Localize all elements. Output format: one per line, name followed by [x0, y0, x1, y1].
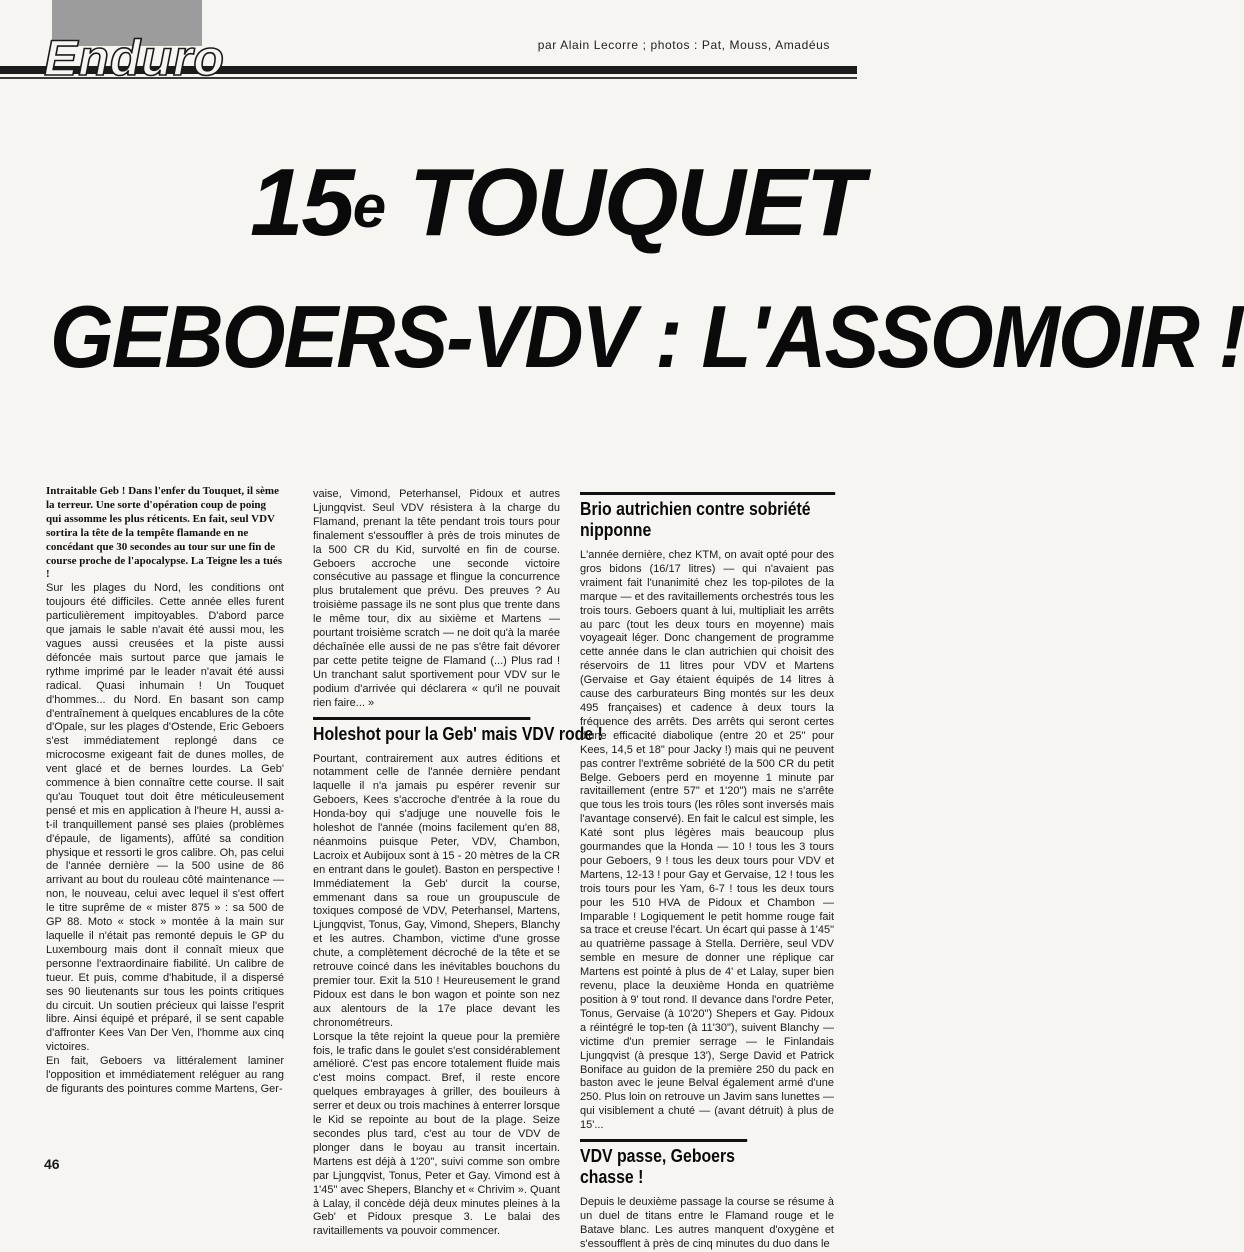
- headline-ordinal: e: [352, 173, 385, 240]
- body-paragraph: vaise, Vimond, Peterhansel, Pidoux et autres Ljungqvist. Seul VDV résistera à la charge du Flamand, prenant la tête pendant trois tours pour finalement s'essouffler à près de trois minutes de la 500 CR du Kid, survolté en fin de course. Geboers accroche une seconde victoire consécutive au passage et flingue la concurrence plus brutalement que prévu. Des preuves ? Au troisième passage ils ne sont plus que trente dans le même tour, dix au sixième et Martens — pourtant troisième scratch — ne doit qu'à la marée déchaînée elle aussi de ne pas s'être fait dévorer par cette petite teigne de Flamand (...) Plus rad ! Un tranchant salut sportivement pour VDV sur le podium d'arrivée qui déclarera « qu'il ne pouvait rien faire... »: [313, 488, 560, 709]
- subhead-vdv-passe: VDV passe, Geboers chasse !: [580, 1139, 747, 1188]
- subhead-holeshot: Holeshot pour la Geb' mais VDV rode !: [313, 717, 530, 745]
- body-paragraph: Pourtant, contrairement aux autres éditions et notamment celle de l'année dernière pendant laquelle il n'a jamais pu espérer revenir sur Geboers, Kees s'accroche d'entrée à la roue du Honda-boy qui s'adjuge une nouvelle fois le holeshot de l'année (moins facilement qu'en 88, néanmoins puisque Peter, VDV, Chambon, Lacroix et Aubijoux sont à 15 - 20 mètres de la CR en entrant dans le goulet). Baston en perspective ! Immédiatement la Geb' durcit la course, emmenant dans sa roue un groupuscule de toxiques composé de VDV, Peterhansel, Martens, Ljungqvist, Tonus, Gay, Vimond, Shepers, Blanchy et les autres. Chambon, victime d'une grosse chute, a complètement décroché de la tête et se retrouve coincé dans les inévitables bouchons du premier tour. Exit la 510 ! Heureusement le grand Pidoux est dans le bon wagon et pointe son nez aux alentours de la 17e place devant les chronométreurs.: [313, 752, 560, 1029]
- section-label: Enduro: [44, 30, 225, 86]
- column-1: [46, 485, 284, 1097]
- headline-number: 15: [250, 149, 353, 256]
- body-paragraph: L'année dernière, chez KTM, on avait opté pour des gros bidons (16/17 litres) — qui n'avaient pas vraiment fait l'unanimité chez les top-pilotes de la marque — et des ravitaillements orchestrés tous les trois tours. Geboers quant à lui, multipliait les arrêts au parc (tout les deux tours en moyenne) mais voyageait léger. Donc changement de programme cette année dans le clan autrichien qui choisit des réservoirs de 11 litres pour VDV et Martens (Gervaise et Gay étaient équipés de 14 litres à cause des carburateurs Bing montés sur les deux 495 françaises) et cadence à deux tours la fréquence des arrêts. Des arrêts qui seront certes d'une efficacité diabolique (entre 20 et 25" pour Kees, 14,5 et 18" pour Jacky !) mais qui ne peuvent pas contrer l'extrême sobriété de la 500 CR du petit Belge. Geboers perd en moyenne 1 minute par ravitaillement (entre 57" et 1'20") mais ne s'arrête que tous les trois tours (les rôles sont inversés mais l'avantage conservé). En fait le calcul est simple, les Katé sont plus légères mais beaucoup plus gourmandes que la Honda — 10 ! tous les 3 tours pour Geboers, 9 ! tous les deux tours pour VDV et Martens, 12-13 ! pour Gay et Gervaise, 12 ! tous les trois tours pour les Yam, 6-7 ! tous les deux tours pour les 510 HVA de Pidoux et Chambon — Imparable ! Logiquement le petit homme rouge fait sa trace et creuse l'écart. Un écart qui passe à 1'45" au quatrième passage à Stella. Derrière, seul VDV semble en mesure de donner une réplique car Martens est pointé à plus de 4' et Lalay, super bien revenu, place la deuxième Honda en quatrième position à 9' tout rond. Il devance dans l'ordre Peter, Tonus, Gervaise (à 10'20") Shepers et Gay. Pidoux a réintégré le top-ten (à 11'30"), suivent Blanchy — victime d'un premier serrage — le Finlandais Ljungqvist (à presque 13'), Serge David et Patrick Boniface au guidon de la première 250 du pack en baston avec le jeune Belval également armé d'une 250. Plus loin on retrouve un Javim sans lunettes — qui visiblement a chuté — (avant détruit) à plus de 15'...: [580, 549, 834, 1132]
- body-paragraph: Sur les plages du Nord, les conditions ont toujours été difficiles. Cette année elles furent particulièrement impitoyables. D'abord parce que jamais le sable n'avait été aussi mou, les vagues aussi creusées et la piste aussi défoncée mais surtout parce que jamais le rythme imprimé par le leader n'avait été aussi radical. Quasi inhumain ! Un Touquet d'hommes... du Nord. En basant son camp d'entraînement à quelques encablures de la côte d'Opale, sur les plages d'Ostende, Eric Geboers s'est immédiatement replongé dans ce microcosme exigeant fait de dunes molles, de vent glacé et de bernes lourdes. La Geb' commence à bien connaître cette course. Il sait qu'au Touquet tout doit être méticuleusement pensé et mis en application à l'heure H, aussi a-t-il tranquillement pansé ses plaies (problèmes d'épaule, de ligaments), affûté sa condition physique et ressorti le gros calibre. Oh, pas celui de l'année dernière — la 500 usine de 86 arrivant au bout du rouleau côté maintenance — non, le nouveau, celui avec lequel il s'est offert le titre suprême de « mister 875 » : sa 500 de GP 88. Moto « stock » montée à la main sur laquelle il n'était pas remonté depuis le GP du Luxembourg mais dont il connaît mieux que personne l'extraordinaire fiabilité. Un calibre de tueur. Et puis, comme d'habitude, il a dispersé ses 90 lieutenants sur tous les points critiques du circuit. Un soutien précieux qui laisse l'esprit libre. Ainsi équipé et préparé, il se sent capable d'affronter Kees Van Der Ven, l'homme aux cinq victoires.: [46, 582, 284, 1054]
- body-paragraph: Depuis le deuxième passage la course se résume à un duel de titans entre le Flamand rouge et le Batave blanc. Les autres manquent d'oxygène et s'essoufflent à près de cinq minutes du duo dans le: [580, 1196, 834, 1250]
- article-intro: Intraitable Geb ! Dans l'enfer du Touquet, il sème la terreur. Une sorte d'opération coup de poing qui assomme les plus réticents. En fait, seul VDV sortira la tête de la tempête flamande en ne concédant que 30 secondes au tour sur une fin de course proche de l'apocalypse. La Teigne les a tués !: [46, 485, 282, 581]
- headline-line-1: [250, 148, 862, 258]
- page-number: 46: [44, 1156, 60, 1172]
- headline-touquet: TOUQUET: [384, 149, 863, 256]
- article-credits: par Alain Lecorre ; photos : Pat, Mouss, Amadéus: [537, 38, 830, 52]
- column-3: [580, 486, 834, 1252]
- body-paragraph: En fait, Geboers va littéralement laminer l'opposition et immédiatement reléguer au rang de figurants des pointures comme Martens, Ger-: [46, 1055, 284, 1095]
- body-paragraph: Lorsque la tête rejoint la queue pour la première fois, le trafic dans le goulet s'est considérablement amélioré. C'est pas encore totalement fluide mais c'est moins compact. Bref, il reste encore quelques embrayages à griller, des bouileurs à serrer et deux ou trois machines à enterrer lorsque le Kid se repointe au bout de la plage. Seize secondes plus tard, c'est au tour de VDV de plonger dans le boyau au transit incertain. Martens est déjà à 1'20", suivi comme son ombre par Ljungqvist, Tonus, Peter et Gay. Vimond est à 1'45" avec Shepers, Blanchy et « Chrivim ». Quant à Lalay, il concède déjà deux minutes pleines à la Geb' et Pidoux presque 3. Le balai des ravitaillements va pouvoir commencer.: [313, 1030, 561, 1238]
- subhead-brio: Brio autrichien contre sobriété nipponne: [580, 492, 835, 541]
- column-2: [313, 488, 603, 1239]
- headline-line-2: GEBOERS-VDV : L'ASSOMOIR !: [50, 287, 1244, 386]
